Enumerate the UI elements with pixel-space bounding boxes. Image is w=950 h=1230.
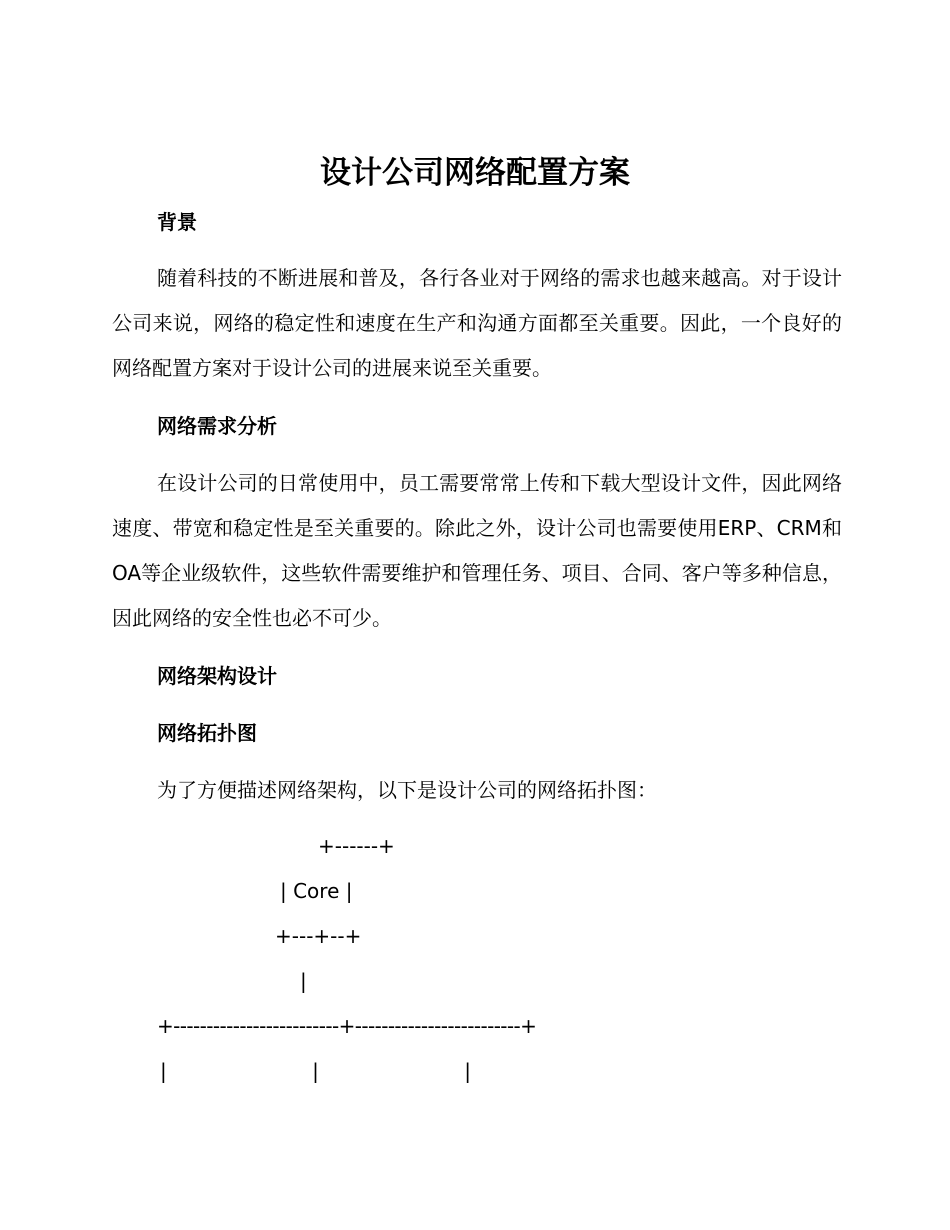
diagram-line: | Core |	[280, 879, 353, 903]
diagram-line: +-------------------------+-------------------------+	[157, 1014, 537, 1038]
needs-paragraph: 在设计公司的日常使用中，员工需要常常上传和下载大型设计文件，因此网络速度、带宽和稳定性是至关重要的。除此之外，设计公司也需要使用ERP、CRM和OA等企业级软件，这些软件需要维护和管理任务、项目、合同、客户等多种信息，因此网络的安全性也必不可少。	[112, 471, 842, 630]
section-heading-needs: 网络需求分析	[157, 414, 277, 438]
diagram-line: +---+--+	[275, 924, 362, 948]
document-title: 设计公司网络配置方案	[320, 155, 630, 191]
section-heading-topology: 网络拓扑图	[157, 721, 257, 745]
topology-intro: 为了方便描述网络架构，以下是设计公司的网络拓扑图：	[157, 778, 657, 802]
section-heading-architecture: 网络架构设计	[157, 664, 277, 688]
diagram-line: | | |	[160, 1059, 471, 1083]
diagram-line: +------+	[318, 834, 395, 858]
section-heading-background: 背景	[157, 210, 197, 234]
background-paragraph: 随着科技的不断进展和普及，各行各业对于网络的需求也越来越高。对于设计公司来说，网络的稳定性和速度在生产和沟通方面都至关重要。因此，一个良好的网络配置方案对于设计公司的进展来说至关重要。	[112, 266, 842, 380]
diagram-line: |	[300, 969, 307, 993]
